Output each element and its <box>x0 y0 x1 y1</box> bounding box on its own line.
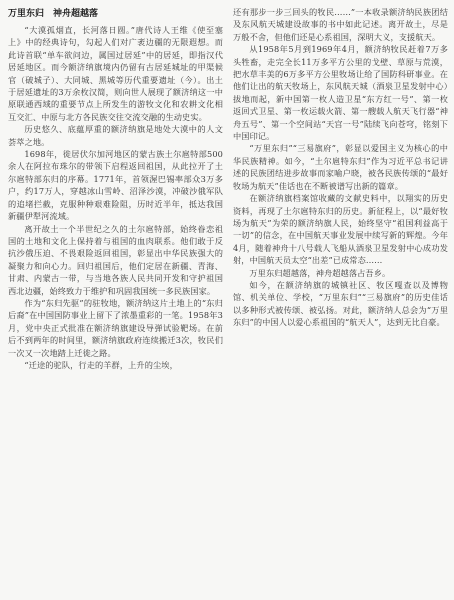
paragraph: 作为“东归先驱”的驻牧地，额济纳这片土地上的“东归后裔”在中国国防事业上留下了浓墨重彩的一笔。1958年3月，党中央正式批准在额济纳旗建设导弹试验靶场。在前后不到两年的时间里，额济纳旗政府连续搬迁3次，牧民们一次又一次地踏上迁徙之路。 <box>8 297 223 358</box>
paragraph: 离开故土一个半世纪之久的土尔扈特部，始终眷恋祖国的土地和文化上保持着与祖国的血肉联系。他们敢于反抗沙俄压迫、不畏艰险返回祖国，彰显出中华民族强大的凝聚力和向心力。回归祖国后，他们定居在新疆、青海、甘肃、内蒙古一带，与当地各族人民共同开发和守护祖国西北边疆，始终致力于维护和巩固我国统一多民族国家。 <box>8 223 223 296</box>
paragraph: “万里东归”“三易旗府”，彰显以爱国主义为核心的中华民族精神。如今，“土尔扈特东归”作为习近平总书记讲述的民族团结进步故事而家喻户晓，被各民族传颂的“最好牧场为航天”佳话也在不断被谱写出新的篇章。 <box>233 143 448 191</box>
paragraph: 在额济纳旗档案馆收藏的文献史料中，以翔实的历史资料，再现了土尔扈特东归的历史。新征程上，以“最好牧场为航天”为荣的额济纳旗人民，始终坚守“祖国利益高于一切”的信念，在中国航天事业发展中续写新的辉煌。今年4月，随着神舟十八号载人飞船从酒泉卫星发射中心成功发射，中国航天员太空“出差”已成常态…… <box>233 193 448 266</box>
paragraph: “迁途的驼队，行走的羊群，上升的尘埃， <box>24 359 178 370</box>
paragraph: 如今，在额济纳旗的城镇社区、牧区嘎查以及博物馆、机关单位、学校，“万里东归”“三易旗府”的历史佳话以多种形式被传颂、被弘扬。对此，额济纳人总会为“万里东归”的中国人以爱心系祖国的“航天人”，达到无比自豪。 <box>233 279 448 328</box>
paragraph: “大漠孤烟直，长河落日圆。”唐代诗人王维《使至塞上》中的经典诗句，勾起人们对广袤边疆的无限遐想。而此诗首联“单车欲问边，属国过居延”中的居延，即指汉代居延地区。而今额济纳旗境内仍留有古居延城址的甲渠候官（破城子）、大同城、黑城等历代重要遗址（今）。出土于居延遗址的3万余枚汉简，则向世人展现了额济纳这一中原联通西域的重要节点上所发生的游牧文化和农耕文化相互交汇、中原与北方各民族交往交流交融的生动史实。 <box>8 25 223 122</box>
article-title: 万里东归 神舟超越落 <box>8 9 99 19</box>
paragraph: 万里东归超越落，神舟超越落占吾乡。 <box>249 267 391 278</box>
left-column <box>8 6 223 596</box>
right-column <box>233 6 448 596</box>
paragraph: 从1958年5月到1969年4月，额济纳牧民赶着7万多头牲畜，走完全长11万多平方公里的戈壁、草原与荒漠，把水草丰美的6万多平方公里牧场让给了国防科研事业。在他们让出的航天牧场上，东风航天城（酒泉卫星发射中心）拔地而起，新中国第一枚人造卫星“东方红一号”、第一枚返回式卫星、第一枚运载火箭、第一艘载人航天飞行器“神舟五号”、第一个空间站“天宫一号”陆续飞向苍穹，铭刻下中国印记。 <box>233 44 448 142</box>
paragraph-continued: 还有那步一步三回头的牧民……”一本收录额济纳民族团结及东风航天城建设故事的书中如此记述。离开故土，尽是万般不舍，但他们还是心系祖国，深明大义，支援航天。 <box>233 7 448 42</box>
two-column-layout <box>8 6 448 596</box>
paragraph: 1698年，徙居伏尔加河地区的蒙古族土尔扈特部500余人在阿拉布珠尔的带领下启程返回祖国，从此拉开了土尔扈特部东归的序幕。1771年，首领渥巴锡率部众3万多户，约17万人，穿越冰山雪岭、沼泽沙漠，冲破沙俄军队的追堵拦截，克服种种艰难险阻，历时近半年，抵达我国新疆伊犁河流域。 <box>8 149 223 222</box>
paragraph: 历史悠久、底蕴厚重的额济纳旗是地处大漠中的人文荟萃之地。 <box>8 124 223 147</box>
